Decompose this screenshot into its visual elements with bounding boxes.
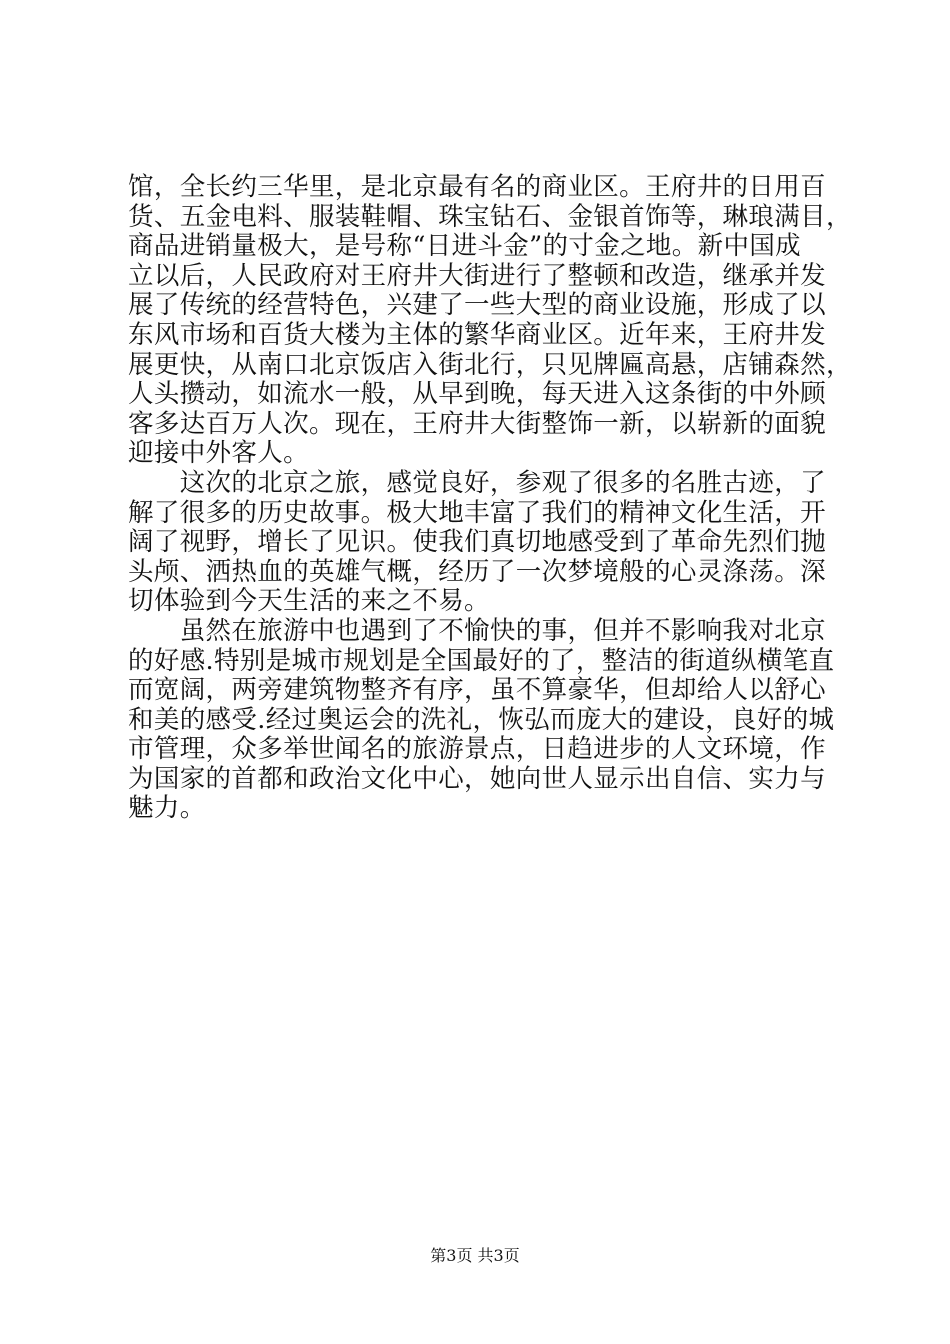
text-line: 的好感.特别是城市规划是全国最好的了，整洁的街道纵横笔直 — [128, 645, 835, 676]
text-line: 头颅、洒热血的英雄气概，经历了一次梦境般的心灵涤荡。深 — [128, 556, 826, 587]
text-line: 而宽阔，两旁建筑物整齐有序，虽不算豪华，但却给人以舒心 — [128, 675, 826, 706]
text-line: 市管理，众多举世闻名的旅游景点，日趋进步的人文环境，作 — [128, 734, 826, 765]
page-number-footer: 第3页 共3页 — [430, 1246, 520, 1265]
text-line: 魅力。 — [128, 793, 206, 824]
text-line: 展更快，从南口北京饭店入街北行，只见牌匾高悬，店铺森然， — [128, 349, 852, 380]
text-line: 客多达百万人次。现在，王府井大街整饰一新，以崭新的面貌 — [128, 408, 826, 439]
text-line: 馆，全长约三华里，是北京最有名的商业区。王府井的日用百 — [128, 172, 826, 202]
text-line: 和美的感受.经过奥运会的洗礼，恢弘而庞大的建设，良好的城 — [128, 704, 835, 735]
text-line: 商品进销量极大，是号称“日进斗金”的寸金之地。新中国成 — [128, 231, 802, 262]
text-line: 切体验到今天生活的来之不易。 — [128, 586, 490, 617]
text-line: 为国家的首都和政治文化中心，她向世人显示出自信、实力与 — [128, 763, 826, 794]
text-line: 虽然在旅游中也遇到了不愉快的事，但并不影响我对北京 — [128, 615, 826, 646]
text-line: 东风市场和百货大楼为主体的繁华商业区。近年来，王府井发 — [128, 319, 826, 350]
text-line: 展了传统的经营特色，兴建了一些大型的商业设施，形成了以 — [128, 290, 826, 321]
text-line: 这次的北京之旅，感觉良好，参观了很多的名胜古迹，了 — [128, 467, 826, 498]
body-text — [128, 172, 852, 824]
text-line: 人头攒动，如流水一般，从早到晚，每天进入这条街的中外顾 — [128, 379, 826, 410]
text-line: 立以后，人民政府对王府井大街进行了整顿和改造，继承并发 — [128, 260, 826, 291]
text-line: 迎接中外客人。 — [128, 438, 309, 469]
text-line: 阔了视野，增长了见识。使我们真切地感受到了革命先烈们抛 — [128, 527, 826, 558]
text-line: 解了很多的历史故事。极大地丰富了我们的精神文化生活，开 — [128, 497, 826, 528]
text-line: 货、五金电料、服装鞋帽、珠宝钻石、金银首饰等，琳琅满目， — [128, 201, 852, 232]
